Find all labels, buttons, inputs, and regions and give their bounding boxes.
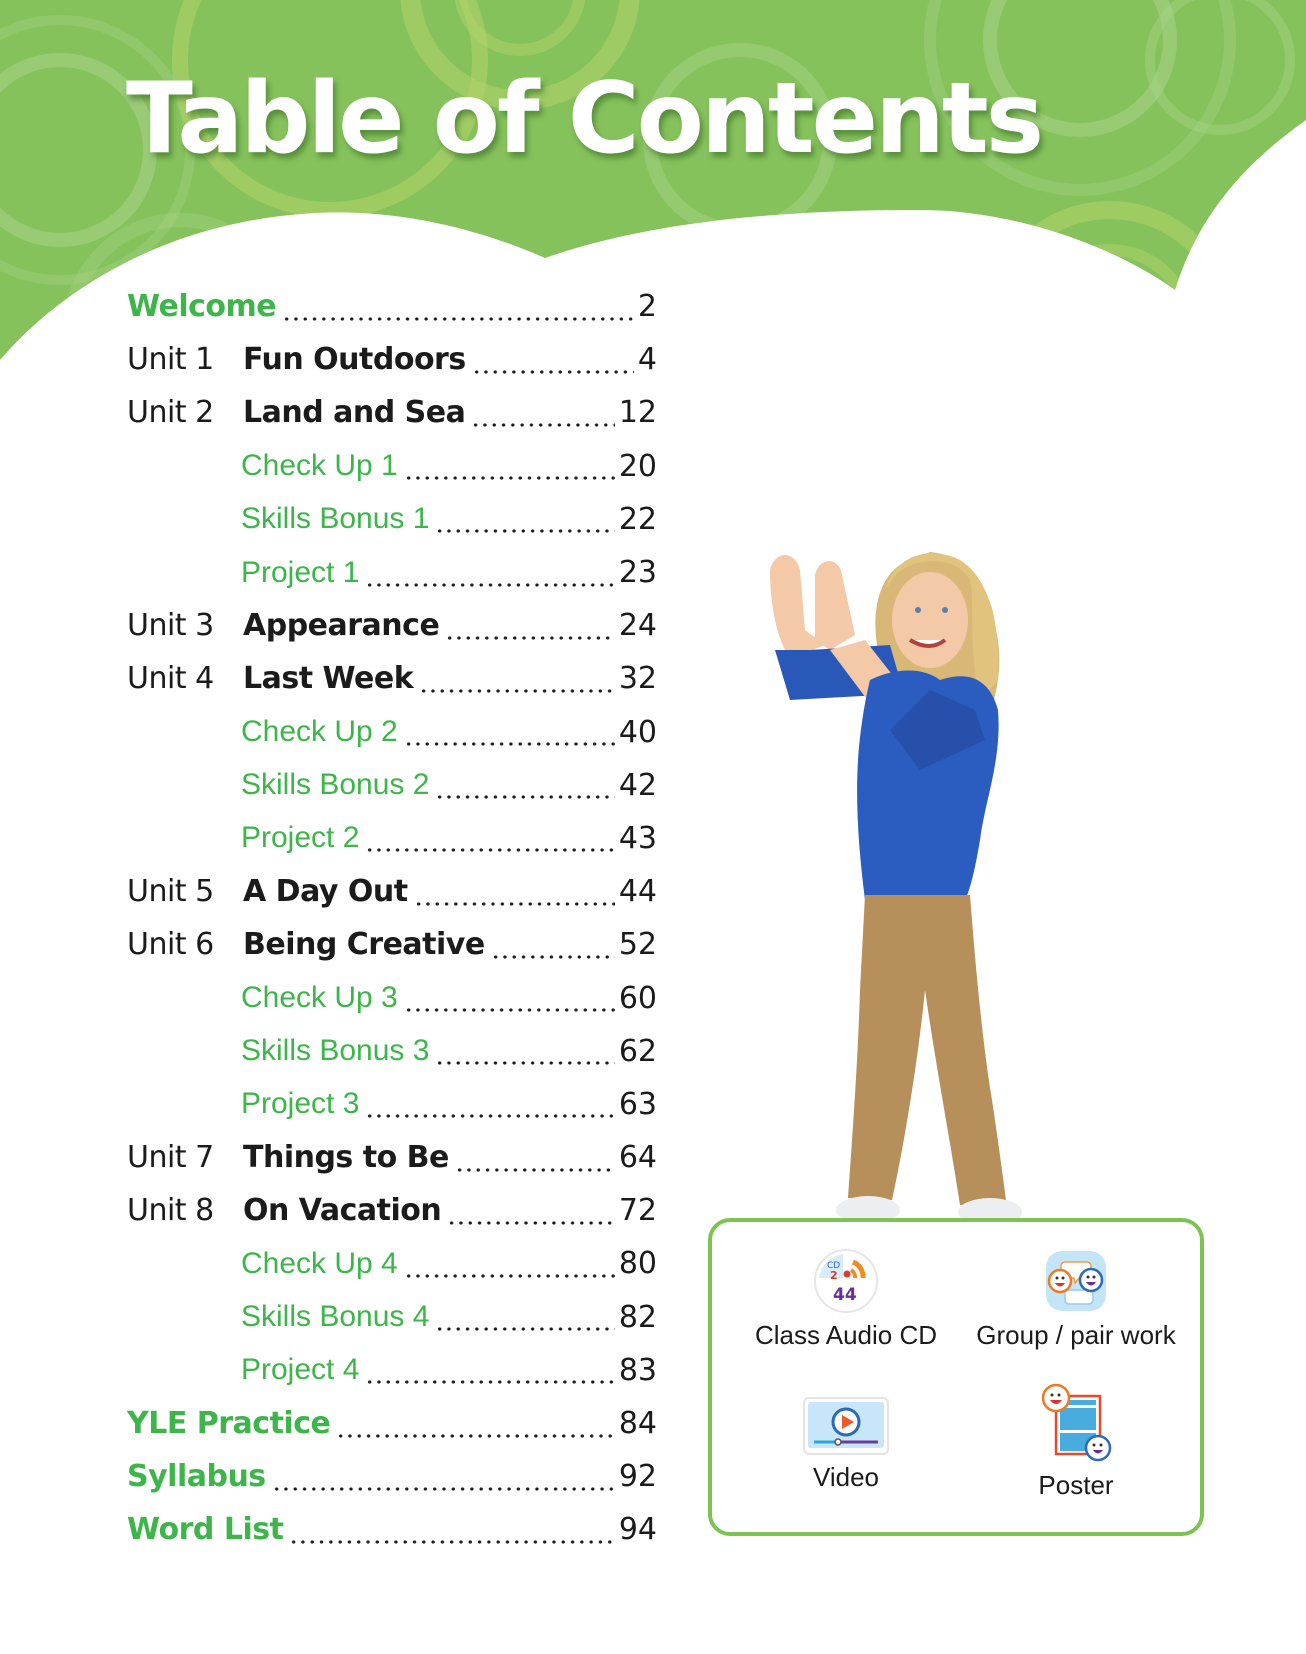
toc-title: A Day Out [243, 874, 408, 910]
dot-leader [336, 1409, 614, 1439]
toc-title: Land and Sea [243, 395, 466, 431]
icon-legend [708, 1218, 1204, 1536]
audio-cd-icon [813, 1248, 879, 1314]
toc-entry[interactable] [127, 706, 657, 759]
dot-leader [404, 451, 615, 481]
toc-entry[interactable] [127, 1450, 657, 1503]
dot-leader [447, 1196, 615, 1226]
toc-entry[interactable] [127, 386, 657, 439]
svg-text:CD: CD [827, 1261, 841, 1271]
toc-title: Project 3 [241, 1087, 360, 1121]
toc-unit-number: Unit 1 [127, 342, 214, 378]
toc-entry[interactable] [127, 1025, 657, 1078]
dot-leader [404, 717, 615, 747]
toc-title: Project 4 [241, 1353, 360, 1387]
toc-unit-number: Unit 7 [127, 1140, 214, 1176]
toc-page-number: 62 [618, 1033, 657, 1069]
dot-leader [404, 983, 615, 1013]
toc-entry[interactable] [127, 918, 657, 971]
toc-title: Syllabus [127, 1459, 266, 1495]
toc-page-number: 22 [618, 501, 657, 537]
toc-entry[interactable] [127, 1078, 657, 1131]
toc-page-number: 32 [618, 661, 657, 697]
toc-page-number: 4 [637, 342, 657, 378]
toc-title: Project 1 [241, 555, 360, 589]
toc-title: Fun Outdoors [243, 342, 466, 378]
dot-leader [272, 1462, 615, 1492]
toc-title: YLE Practice [127, 1406, 331, 1442]
toc-title: Skills Bonus 1 [241, 502, 430, 536]
toc-title: On Vacation [243, 1193, 442, 1229]
toc-entry[interactable] [127, 1237, 657, 1290]
toc-entry[interactable] [127, 971, 657, 1024]
toc-title: Skills Bonus 2 [241, 768, 430, 802]
dot-leader [365, 558, 614, 588]
legend-item-poster [956, 1382, 1196, 1501]
toc-unit-number: Unit 3 [127, 608, 214, 644]
dot-leader [472, 345, 634, 375]
legend-label: Poster [1038, 1470, 1114, 1500]
toc-page-number: 20 [618, 448, 657, 484]
toc-title: Check Up 4 [241, 1246, 398, 1280]
toc-page-number: 24 [618, 608, 657, 644]
toc-title: Check Up 1 [241, 449, 398, 483]
toc-title: Last Week [243, 661, 414, 697]
toc-entry[interactable] [127, 1344, 657, 1397]
dot-leader [445, 611, 615, 641]
toc-title: Skills Bonus 4 [241, 1300, 430, 1334]
toc-entry[interactable] [127, 1131, 657, 1184]
toc-title: Appearance [243, 608, 440, 644]
toc-entry[interactable] [127, 759, 657, 812]
page-title: Table of Contents [126, 62, 1042, 176]
dot-leader [435, 770, 614, 800]
svg-text:44: 44 [833, 1285, 857, 1305]
dot-leader [365, 823, 614, 853]
toc-page-number: 12 [618, 395, 657, 431]
toc-unit-number: Unit 2 [127, 395, 214, 431]
toc-entry[interactable] [127, 333, 657, 386]
toc-entry[interactable] [127, 812, 657, 865]
toc-title: Word List [127, 1512, 284, 1548]
toc-page-number: 80 [618, 1246, 657, 1282]
dot-leader [491, 930, 615, 960]
toc-title: Check Up 2 [241, 715, 398, 749]
toc-page-number: 94 [618, 1512, 657, 1548]
toc-entry[interactable] [127, 546, 657, 599]
toc-unit-number: Unit 4 [127, 661, 214, 697]
dot-leader [455, 1143, 615, 1173]
toc-entry[interactable] [127, 1503, 657, 1556]
toc-page-number: 2 [637, 289, 657, 325]
toc-entry[interactable] [127, 599, 657, 652]
student-photo [770, 540, 1090, 1240]
toc-unit-number: Unit 5 [127, 874, 214, 910]
dot-leader [282, 292, 634, 322]
group-pair-work-icon [1043, 1248, 1109, 1314]
legend-label: Group / pair work [976, 1320, 1176, 1350]
toc-entry[interactable] [127, 652, 657, 705]
toc-page-number: 52 [618, 927, 657, 963]
toc-page-number: 83 [618, 1352, 657, 1388]
toc-page-number: 63 [618, 1086, 657, 1122]
toc-page-number: 43 [618, 820, 657, 856]
toc-page-number: 72 [618, 1193, 657, 1229]
toc-page-number: 44 [618, 874, 657, 910]
toc-title: Skills Bonus 3 [241, 1034, 430, 1068]
dot-leader [365, 1089, 614, 1119]
legend-label: Video [812, 1462, 880, 1492]
legend-item-video [726, 1396, 966, 1493]
toc-page-number: 84 [618, 1406, 657, 1442]
toc-entry[interactable] [127, 865, 657, 918]
toc-page-number: 23 [618, 555, 657, 591]
dot-leader [471, 398, 614, 428]
svg-text:2: 2 [830, 1269, 838, 1282]
dot-leader [365, 1355, 614, 1385]
dot-leader [435, 504, 614, 534]
toc-title: Check Up 3 [241, 981, 398, 1015]
dot-leader [404, 1249, 615, 1279]
table-of-contents [127, 280, 657, 1557]
toc-page-number: 82 [618, 1299, 657, 1335]
legend-label: Class Audio CD [754, 1320, 938, 1350]
toc-unit-number: Unit 6 [127, 927, 214, 963]
toc-unit-number: Unit 8 [127, 1193, 214, 1229]
toc-title: Things to Be [243, 1140, 449, 1176]
toc-page-number: 40 [618, 714, 657, 750]
poster-icon [1038, 1382, 1114, 1464]
toc-page-number: 60 [618, 980, 657, 1016]
dot-leader [414, 877, 615, 907]
toc-entry[interactable] [127, 1291, 657, 1344]
toc-title: Being Creative [243, 927, 485, 963]
toc-entry[interactable] [127, 440, 657, 493]
toc-page-number: 42 [618, 767, 657, 803]
dot-leader [435, 1036, 614, 1066]
toc-title: Project 2 [241, 821, 360, 855]
dot-leader [435, 1302, 614, 1332]
video-icon [802, 1396, 890, 1456]
toc-title: Welcome [127, 289, 277, 325]
toc-entry[interactable] [127, 280, 657, 333]
dot-leader [419, 664, 615, 694]
dot-leader [289, 1515, 614, 1545]
legend-item-group-pair-work [956, 1248, 1196, 1351]
legend-item-audio-cd [726, 1248, 966, 1351]
toc-page-number: 92 [618, 1459, 657, 1495]
toc-entry[interactable] [127, 1397, 657, 1450]
toc-page-number: 64 [618, 1140, 657, 1176]
toc-entry[interactable] [127, 1184, 657, 1237]
toc-entry[interactable] [127, 493, 657, 546]
